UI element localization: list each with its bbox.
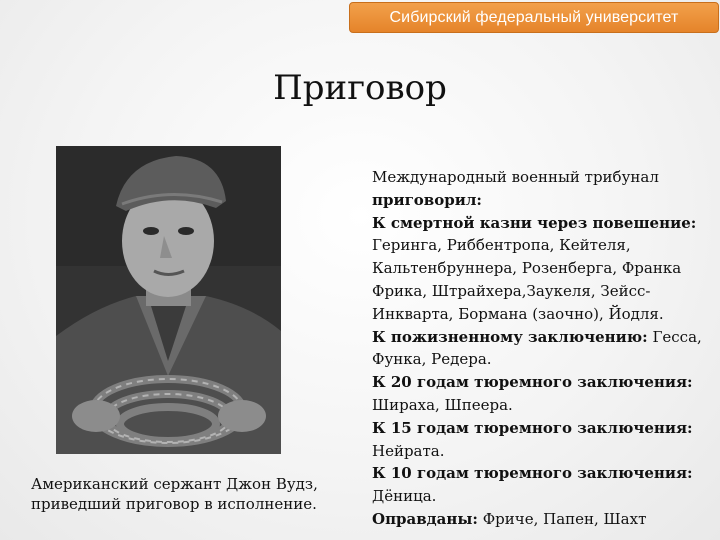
twenty-years-names: Шираха, Шпеера. <box>372 395 513 414</box>
life-sentence-names: Функа, Редера. <box>372 350 492 369</box>
death-sentence-label: К смертной казни через повешение: <box>372 213 697 232</box>
verdict-sentenced: приговорил: <box>372 190 482 209</box>
twenty-years-label: К 20 годам тюремного заключения: <box>372 373 693 392</box>
life-sentence-names: Гесса, <box>652 327 702 346</box>
verdict-text <box>372 166 707 531</box>
fifteen-years-label: К 15 годам тюремного заключения: <box>372 418 693 437</box>
death-sentence-names: Фрика, Штрайхера,Заукеля, Зейсс- <box>372 281 651 300</box>
acquitted-label: Оправданы: <box>372 509 478 528</box>
fifteen-years-names: Нейрата. <box>372 441 445 460</box>
death-sentence-names: Кальтенбруннера, Розенберга, Франка <box>372 259 682 278</box>
death-sentence-names: Инкварта, Бормана (заочно), Йодля. <box>372 304 664 323</box>
portrait-photo <box>56 146 281 454</box>
acquitted-line <box>372 508 707 531</box>
page-title: Приговор <box>273 68 447 108</box>
verdict-intro: Международный военный трибунал <box>372 168 659 186</box>
caption-line: Американский сержант Джон Вудз, <box>31 475 318 493</box>
photo-caption <box>31 474 331 514</box>
university-banner: Сибирский федеральный университет <box>349 2 719 33</box>
acquitted-names: Фриче, Папен, Шахт <box>482 509 647 528</box>
caption-line: приведший приговор в исполнение. <box>31 495 317 513</box>
ten-years-label: К 10 годам тюремного заключения: <box>372 464 693 483</box>
ten-years-names: Дёница. <box>372 487 437 506</box>
death-sentence-names: Геринга, Риббентропа, Кейтеля, <box>372 236 631 255</box>
life-sentence-label: К пожизненному заключению: <box>372 327 648 346</box>
life-sentence-line <box>372 326 707 349</box>
